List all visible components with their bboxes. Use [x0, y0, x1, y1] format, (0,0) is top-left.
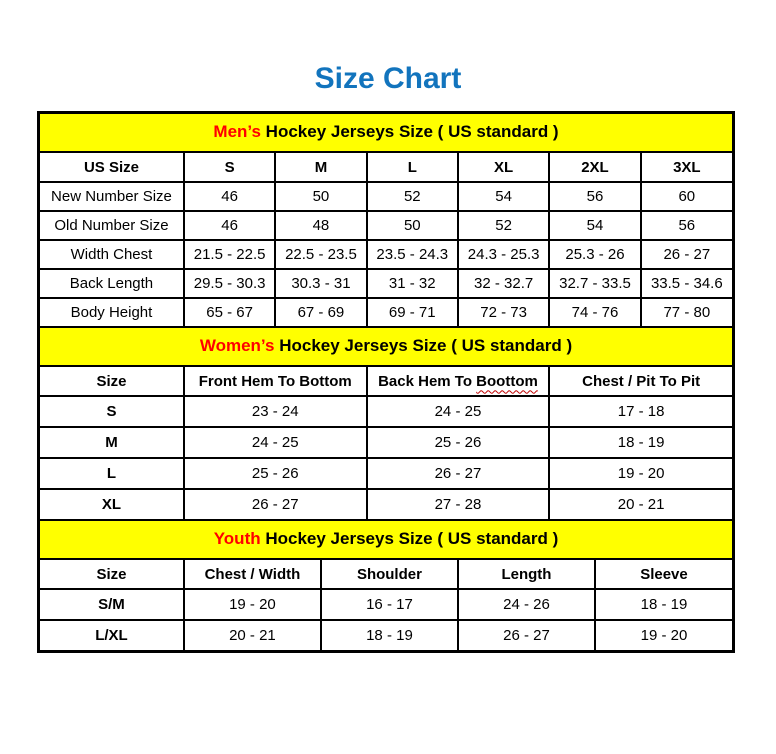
- youth-section-title: [40, 519, 732, 560]
- youth-section: [40, 519, 732, 650]
- table-cell: 25 - 26: [184, 458, 367, 489]
- table-cell: 31 - 32: [367, 269, 458, 298]
- table-cell: 16 - 17: [321, 589, 458, 620]
- row-label: Body Height: [40, 298, 184, 326]
- table-row: [40, 211, 732, 240]
- table-cell: 26 - 27: [367, 458, 550, 489]
- table-cell: 50: [275, 182, 366, 211]
- column-header: Front Hem To Bottom: [184, 367, 367, 396]
- table-cell: 18 - 19: [549, 427, 732, 458]
- row-label: Old Number Size: [40, 211, 184, 240]
- column-header: L: [367, 153, 458, 182]
- table-cell: 24.3 - 25.3: [458, 240, 549, 269]
- mens-table: [40, 153, 732, 326]
- row-label: Back Length: [40, 269, 184, 298]
- table-cell: 26 - 27: [184, 489, 367, 519]
- column-header-text: Back Hem To: [378, 372, 472, 390]
- table-cell: 54: [458, 182, 549, 211]
- womens-header-row: [40, 367, 732, 396]
- womens-section: [40, 326, 732, 519]
- womens-title-highlight: Women’s: [199, 336, 275, 355]
- column-header: Shoulder: [321, 560, 458, 589]
- table-cell: 30.3 - 31: [275, 269, 366, 298]
- table-cell: 19 - 20: [184, 589, 321, 620]
- table-cell: 74 - 76: [549, 298, 640, 326]
- table-cell: 72 - 73: [458, 298, 549, 326]
- table-cell: 20 - 21: [549, 489, 732, 519]
- row-label: M: [40, 427, 184, 458]
- table-cell: 23.5 - 24.3: [367, 240, 458, 269]
- table-cell: 48: [275, 211, 366, 240]
- table-row: [40, 182, 732, 211]
- table-cell: 27 - 28: [367, 489, 550, 519]
- table-cell: 25.3 - 26: [549, 240, 640, 269]
- table-cell: 52: [367, 182, 458, 211]
- column-header: Sleeve: [595, 560, 732, 589]
- column-header: M: [275, 153, 366, 182]
- column-header: 3XL: [641, 153, 732, 182]
- table-cell: 25 - 26: [367, 427, 550, 458]
- row-label: New Number Size: [40, 182, 184, 211]
- table-cell: 24 - 25: [184, 427, 367, 458]
- table-cell: 32.7 - 33.5: [549, 269, 640, 298]
- row-label: L/XL: [40, 620, 184, 650]
- table-cell: 46: [184, 182, 275, 211]
- mens-header-row: [40, 153, 732, 182]
- mens-title-highlight: Men’s: [213, 122, 261, 141]
- table-cell: 18 - 19: [595, 589, 732, 620]
- column-header: Size: [40, 560, 184, 589]
- table-cell: 54: [549, 211, 640, 240]
- column-header: XL: [458, 153, 549, 182]
- table-row: [40, 269, 732, 298]
- table-cell: 56: [549, 182, 640, 211]
- column-header: Length: [458, 560, 595, 589]
- size-chart: [37, 111, 735, 653]
- table-row: [40, 589, 732, 620]
- column-header: [367, 367, 550, 396]
- page-title: Size Chart: [314, 62, 462, 95]
- table-cell: 77 - 80: [641, 298, 732, 326]
- table-cell: 65 - 67: [184, 298, 275, 326]
- column-header: Chest / Pit To Pit: [549, 367, 732, 396]
- row-label: XL: [40, 489, 184, 519]
- column-header: S: [184, 153, 275, 182]
- table-cell: 26 - 27: [641, 240, 732, 269]
- youth-title-highlight: Youth: [213, 529, 261, 548]
- youth-title-rest: Hockey Jerseys Size ( US standard ): [260, 529, 559, 548]
- table-cell: 32 - 32.7: [458, 269, 549, 298]
- youth-header-row: [40, 560, 732, 589]
- table-cell: 69 - 71: [367, 298, 458, 326]
- table-row: [40, 396, 732, 427]
- table-cell: 20 - 21: [184, 620, 321, 650]
- row-label: S/M: [40, 589, 184, 620]
- misspelled-word: Boottom: [476, 372, 538, 390]
- table-cell: 56: [641, 211, 732, 240]
- table-row: [40, 240, 732, 269]
- mens-title-rest: Hockey Jerseys Size ( US standard ): [260, 122, 559, 141]
- column-header: Chest / Width: [184, 560, 321, 589]
- table-cell: 24 - 25: [367, 396, 550, 427]
- column-header: US Size: [40, 153, 184, 182]
- table-row: [40, 620, 732, 650]
- mens-section: [40, 114, 732, 326]
- table-row: [40, 298, 732, 326]
- table-row: [40, 427, 732, 458]
- table-cell: 50: [367, 211, 458, 240]
- table-cell: 17 - 18: [549, 396, 732, 427]
- column-header: 2XL: [549, 153, 640, 182]
- table-cell: 19 - 20: [549, 458, 732, 489]
- table-row: [40, 489, 732, 519]
- row-label: L: [40, 458, 184, 489]
- table-cell: 21.5 - 22.5: [184, 240, 275, 269]
- table-cell: 29.5 - 30.3: [184, 269, 275, 298]
- table-cell: 33.5 - 34.6: [641, 269, 732, 298]
- mens-section-title: [40, 114, 732, 153]
- row-label: S: [40, 396, 184, 427]
- column-header: Size: [40, 367, 184, 396]
- table-cell: 46: [184, 211, 275, 240]
- row-label: Width Chest: [40, 240, 184, 269]
- womens-section-title: [40, 326, 732, 367]
- womens-title-rest: Hockey Jerseys Size ( US standard ): [274, 336, 573, 355]
- table-cell: 24 - 26: [458, 589, 595, 620]
- table-row: [40, 458, 732, 489]
- table-cell: 23 - 24: [184, 396, 367, 427]
- table-cell: 18 - 19: [321, 620, 458, 650]
- table-cell: 26 - 27: [458, 620, 595, 650]
- table-cell: 52: [458, 211, 549, 240]
- table-cell: 67 - 69: [275, 298, 366, 326]
- table-cell: 60: [641, 182, 732, 211]
- table-cell: 22.5 - 23.5: [275, 240, 366, 269]
- womens-table: [40, 367, 732, 519]
- youth-table: [40, 560, 732, 650]
- table-cell: 19 - 20: [595, 620, 732, 650]
